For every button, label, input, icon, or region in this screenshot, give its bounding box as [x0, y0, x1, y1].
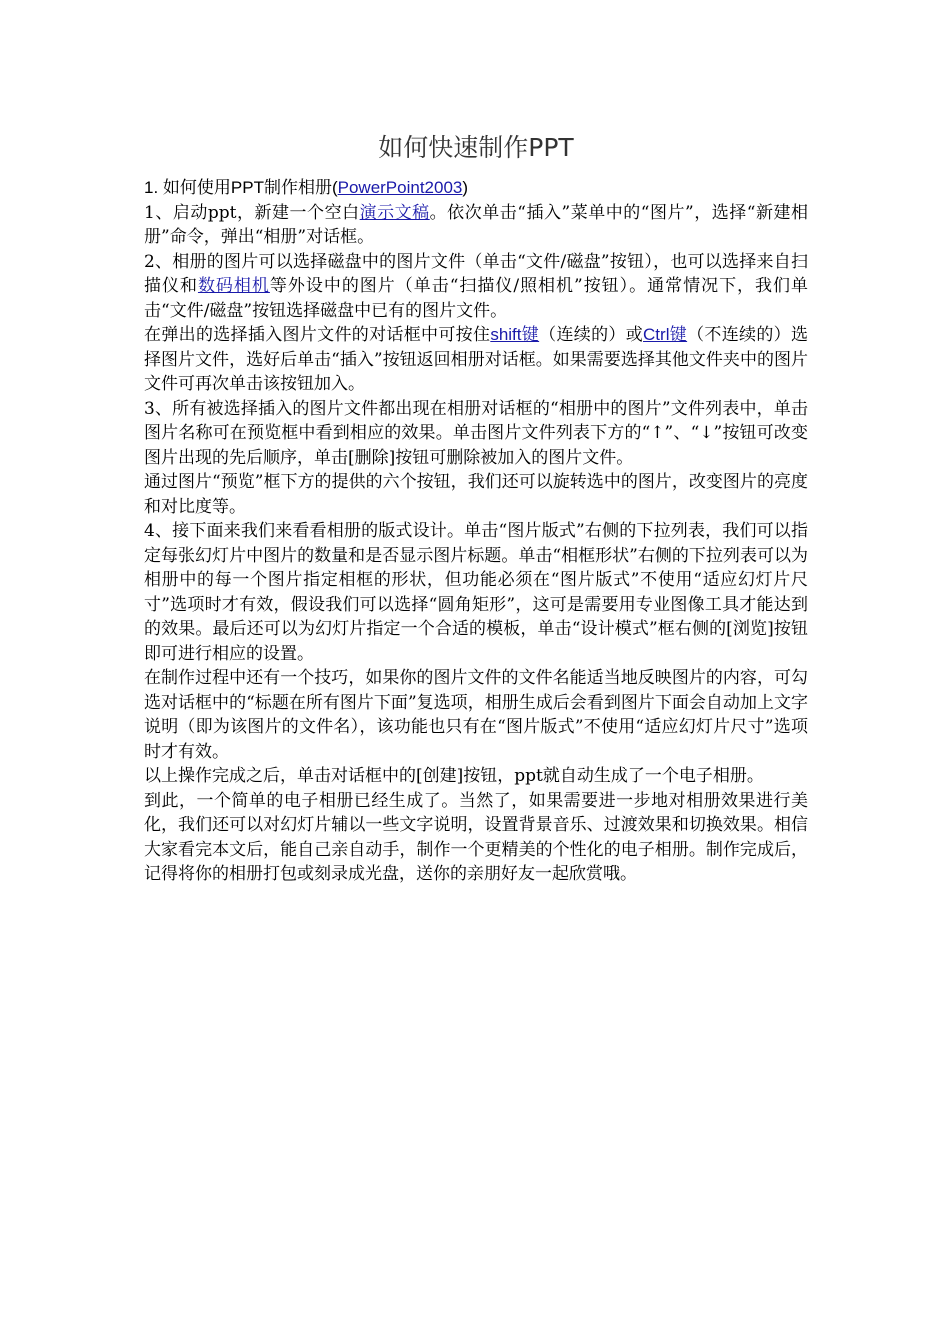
- section-heading: [144, 176, 808, 201]
- heading-suffix: ): [462, 178, 469, 197]
- paragraph-8: 以上操作完成之后，单击对话框中的[创建]按钮，ppt就自动生成了一个电子相册。: [144, 766, 764, 786]
- link-powerpoint2003[interactable]: PowerPoint2003: [337, 178, 463, 197]
- link-presentation[interactable]: 演示文稿: [359, 202, 430, 223]
- paragraph-5: 通过图片“预览”框下方的提供的六个按钮，我们还可以旋转选中的图片，改变图片的亮度和对比度等。: [144, 472, 808, 517]
- paragraph-4: 3、所有被选择插入的图片文件都出现在相册对话框的“相册中的图片”文件列表中，单击图片名称可在预览框中看到相应的效果。单击图片文件列表下方的“↑”、“↓”按钮可改变图片出现的先后顺序，单击[删除]按钮可删除被加入的图片文件。: [144, 398, 808, 468]
- link-shift-key[interactable]: shift键: [490, 325, 540, 344]
- paragraph-2-text-a: 2、相册的图片可以选择磁盘中的图片文件（单击“文件/磁盘”按钮），也可以选择来自扫描仪和: [144, 251, 808, 296]
- paragraph-1-text-a: 1、启动ppt，新建一个空白: [144, 202, 360, 223]
- paragraph-3: [144, 323, 808, 397]
- paragraph-9: 到此，一个简单的电子相册已经生成了。当然了，如果需要进一步地对相册效果进行美化，我们还可以对幻灯片辅以一些文字说明，设置背景音乐、过渡效果和切换效果。相信大家看完本文后，能自己亲自动手，制作一个更精美的个性化的电子相册。制作完成后，记得将你的相册打包或刻录成光盘，送你的亲朋好友一起欣赏哦。: [144, 790, 808, 884]
- page-title: 如何快速制作PPT: [378, 133, 574, 162]
- paragraph-3-text-b: （连续的）或: [539, 325, 644, 345]
- paragraph-7: 在制作过程中还有一个技巧，如果你的图片文件的文件名能适当地反映图片的内容，可勾选对话框中的“标题在所有图片下面”复选项，相册生成后会看到图片下面会自动加上文字说明（即为该图片的文件名），该功能也只有在“图片版式”不使用“适应幻灯片尺寸”选项时才有效。: [144, 668, 808, 762]
- paragraph-1-text-b: 。依次单击“插入”菜单中的“图片”，选择“新建相册”命令，弹出“相册”对话框。: [144, 202, 808, 247]
- paragraph-3-text-c: （不连续的）选择图片文件，选好后单击“插入”按钮返回相册对话框。如果需要选择其他文件夹中的图片文件可再次单击该按钮加入。: [144, 325, 809, 394]
- paragraph-2-text-b: 等外设中的图片（单击“扫描仪/照相机”按钮）。通常情况下，我们单击“文件/磁盘”按钮选择磁盘中已有的图片文件。: [144, 276, 809, 321]
- document-body: [144, 130, 808, 887]
- paragraph-6: 4、接下面来我们来看看相册的版式设计。单击“图片版式”右侧的下拉列表，我们可以指定每张幻灯片中图片的数量和是否显示图片标题。单击“相框形状”右侧的下拉列表可以为相册中的每一个图片指定相框的形状，但功能必须在“图片版式”不使用“适应幻灯片尺寸”选项时才有效，假设我们可以选择“圆角矩形”，这可是需要用专业图像工具才能达到的效果。最后还可以为幻灯片指定一个合适的模板，单击“设计模式”框右侧的[浏览]按钮即可进行相应的设置。: [144, 521, 808, 664]
- link-digital-camera[interactable]: 数码相机: [197, 276, 270, 296]
- paragraph-1: [144, 201, 808, 250]
- heading-prefix: 1. 如何使用PPT制作相册(: [144, 178, 338, 197]
- paragraph-2: [144, 250, 808, 324]
- link-ctrl-key[interactable]: Ctrl键: [643, 325, 688, 344]
- paragraph-3-text-a: 在弹出的选择插入图片文件的对话框中可按住: [144, 325, 491, 345]
